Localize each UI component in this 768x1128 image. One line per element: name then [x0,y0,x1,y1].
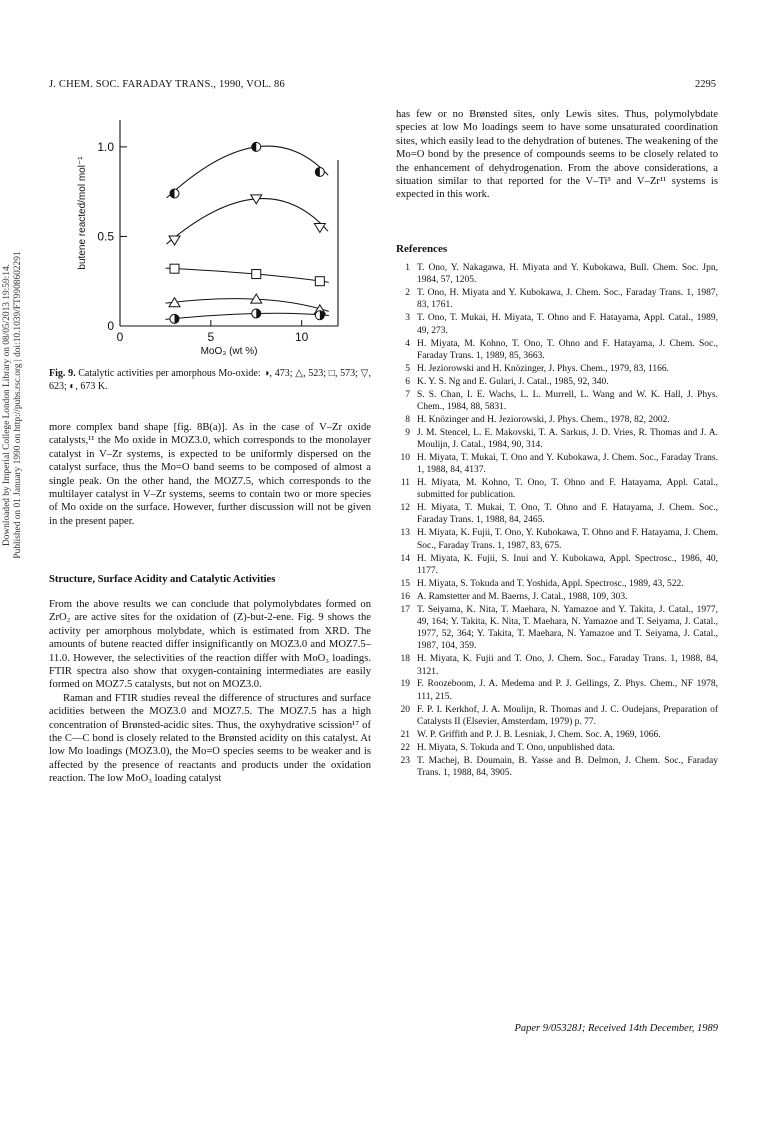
reference-item [396,729,718,741]
reference-number: 20 [400,704,410,715]
reference-item [396,376,718,388]
paragraph: Raman and FTIR studies reveal the difference of structures and surface acidities between the MOZ3.0 and MOZ7.5. The MOZ7.5 has a high concentration of Brønsted-acidic sites. Thus, the oxyhydrative scission¹⁷ of the C—C bond is closely related to the Brønsted acidity on this catalyst. At low Mo loadings (MOZ3.0), the Mo=O species seems to be weaker and is affected by the presence of reactants and products under the oxidation reaction. The low MoO₃ loading catalyst [49,692,371,785]
reference-text: W. P. Griffith and P. J. B. Lesniak, J. Chem. Soc. A, 1969, 1066. [417,729,661,740]
reference-text: H. Miyata, K. Fujii, T. Ono, Y. Kubokawa, T. Ohno and F. Hatayama, J. Chem. Soc., Faraday Trans. 1, 1987, 83, 675. [417,528,718,551]
reference-text: K. Y. S. Ng and E. Gulari, J. Catal., 1985, 92, 340. [417,376,609,387]
reference-number: 7 [405,389,410,400]
figure-caption [49,367,371,393]
reference-text: H. Miyata, M. Kohno, T. Ono, T. Ohno and F. Hatayama, Appl. Catal., submitted for publication. [417,477,718,501]
page-number: 2295 [695,79,716,90]
reference-text: H. Jeziorowski and H. Knözinger, J. Phys. Chem., 1979, 83, 1166. [417,363,670,374]
reference-item [396,678,718,703]
reference-number: 13 [400,528,410,539]
reference-number: 23 [400,755,410,766]
data-point-triangle-down [314,223,325,232]
download-notice [0,160,24,650]
reference-item [396,452,718,477]
section-heading: Structure, Surface Acidity and Catalytic Activities [49,574,276,585]
figure-9-chart [49,112,371,362]
reference-item [396,287,718,312]
reference-item [396,502,718,527]
references-heading: References [396,243,448,255]
reference-number: 12 [400,503,410,514]
reference-number: 15 [400,578,410,589]
reference-number: 14 [400,553,410,564]
reference-item [396,389,718,414]
reference-number: 22 [400,742,410,753]
reference-text: H. Miyata, K. Fujii and T. Ono, J. Chem. Soc., Faraday Trans. 1, 1988, 84, 3121. [417,654,718,677]
left-column-text [49,421,371,528]
reference-text: H. Knözinger and H. Jeziorowski, J. Phys. Chem., 1978, 82, 2002. [417,414,670,425]
reference-number: 21 [400,729,410,740]
reference-number: 4 [405,338,410,349]
reference-item [396,312,718,337]
data-point-square [315,277,324,286]
journal-citation: J. CHEM. SOC. FARADAY TRANS., 1990, VOL. 86 [49,79,285,90]
download-notice-line2: Published on 01 January 1990 on http://pubs.rsc.org | doi:10.1039/FT9908602291 [13,251,23,559]
figure-9 [49,112,371,362]
reference-text: F. Roozeboom, J. A. Medema and P. J. Gellings, Z. Phys. Chem., NF 1978, 111, 215. [417,679,718,702]
reference-item [396,477,718,502]
reference-item [396,578,718,590]
x-tick-label: 10 [294,330,309,344]
reference-number: 10 [400,452,410,463]
reference-item [396,527,718,552]
series-line-573-K [166,268,329,282]
reference-item [396,262,718,287]
y-tick-label: 0 [107,319,114,333]
reference-text: J. M. Stencel, L. E. Makovski, T. A. Sarkus, J. D. Vries, R. Thomas and J. A. Moulijn, J. Catal., 1984, 90, 314. [417,427,718,450]
reference-number: 9 [405,427,410,438]
y-tick-label: 1.0 [97,139,114,154]
reference-text: H. Miyata, M. Kohno, T. Ono, T. Ohno and F. Hatayama, J. Chem. Soc., Faraday Trans. 1, 1989, 85, 3663. [417,338,718,361]
series-line-673-K [167,146,329,198]
x-tick-label: 0 [116,330,124,344]
right-column-text [396,108,718,202]
figure-caption-text: Catalytic activities per amorphous Mo-oxide: ◑, 473; △, 523; □, 573; ▽, 623; ◐, 673 K. [49,368,371,392]
reference-list [396,262,718,780]
paragraph: more complex band shape [fig. 8B(a)]. As in the case of V–Zr oxide catalysts,¹¹ the Mo oxide in MOZ3.0, which corresponds to the monolayer catalyst in V–Zr systems, is expected to be uniformly dispersed on the catalyst surface, thus the Mo=O band seems to be composed of almost a single peak. On the other hand, the MOZ7.5, which corresponds to the multilayer catalyst in V–Zr systems, seems to contain two or more species of Mo oxide on the surface. However, further discussion will not be given in the present paper. [49,422,371,527]
reference-text: T. Ono, Y. Nakagawa, H. Miyata and Y. Kubokawa, Bull. Chem. Soc. Jpn, 1984, 57, 1205. [417,263,718,286]
reference-text: T. Machej, B. Doumain, B. Yasse and B. Delmon, J. Chem. Soc., Faraday Trans. 1, 1988, 84, 3905. [417,755,718,778]
reference-number: 18 [400,654,410,665]
reference-text: H. Miyata, S. Tokuda and T. Yoshida, Appl. Spectrosc., 1989, 43, 522. [417,578,684,589]
reference-item [396,742,718,754]
reference-text: H. Miyata, T. Mukai, T. Ono, T. Ohno and F. Hatayama, J. Chem. Soc., Faraday Trans. 1, 1988, 84, 2465. [417,503,718,526]
reference-item [396,591,718,603]
reference-text: T. Ono, H. Miyata and Y. Kubokawa, J. Chem. Soc., Faraday Trans. 1, 1987, 83, 1761. [417,288,718,311]
reference-number: 16 [400,591,410,602]
data-point-square [170,264,179,273]
reference-text: H. Miyata, S. Tokuda and T. Ono, unpublished data. [417,742,615,753]
section-body [49,598,371,786]
reference-item [396,414,718,426]
reference-text: H. Miyata, K. Fujii, S. Inui and Y. Kubokawa, Appl. Spectrosc., 1986, 40, 1177. [417,553,718,576]
series-line-473-K [166,313,329,319]
x-tick-label: 5 [207,330,215,344]
y-axis-label: butene reacted/mol mol⁻¹ [77,156,88,270]
reference-number: 8 [405,414,410,425]
figure-caption-label: Fig. 9. [49,368,76,379]
reference-number: 1 [405,263,410,273]
reference-item [396,604,718,653]
reference-number: 2 [405,288,410,299]
reference-number: 17 [400,604,410,615]
reference-item [396,363,718,375]
paragraph: has few or no Brønsted sites, only Lewis sites. Thus, polymolybdate species at low Mo loadings seem to have some unsaturated coordination sites, which easily lead to the dehydration of butenes. The weakening of the Mo=O bond by the presence of compounds seems to be closely related to the enhancement of dehydrogenation. From the above considerations, a situation similar to that reported for the V–Ti³ and V–Zr¹¹ systems is expected in this work. [396,109,718,201]
reference-text: S. S. Chan, I. E. Wachs, L. L. Murrell, L. Wang and W. K. Hall, J. Phys. Chem., 1984, 88, 5831. [417,389,718,412]
download-notice-line1: Downloaded by Imperial College London Library on 08/05/2013 19:59:14. [2,264,12,546]
series-line-523-K [166,299,329,312]
reference-number: 5 [405,363,410,374]
series-line-623-K [166,199,328,245]
reference-text: A. Ramstetter and M. Baerns, J. Catal., 1988, 109, 303. [417,591,628,602]
reference-text: F. P. I. Kerkhof, J. A. Moulijn, R. Thomas and J. C. Oudejans, Preparation of Catalysts II (Elsevier, Amsterdam, 1979) p. 77. [417,704,718,727]
reference-number: 3 [405,313,410,324]
reference-text: T. Seiyama, K. Nita, T. Maehara, N. Yamazoe and Y. Takita, J. Catal., 1977, 49, 164; Y. Takita, K. Nita, T. Maehara, N. Yamazoe and T. Seiyama, J. Catal., 1977, 52, 364; Y. Takita, T. Maehara, N. Yamazoe and T. Seiyama, J. Catal., 1987, 104, 359. [417,604,718,652]
reference-number: 11 [400,477,410,488]
paper-received-note: Paper 9/05328J; Received 14th December, 1989 [514,1023,718,1034]
reference-text: H. Miyata, T. Mukai, T. Ono and Y. Kubokawa, J. Chem. Soc., Faraday Trans. 1, 1988, 84, 4137. [417,452,718,476]
reference-item [396,755,718,780]
data-point-square [252,270,261,279]
reference-number: 19 [400,679,410,690]
reference-text: T. Ono, T. Mukai, H. Miyata, T. Ohno and F. Hatayama, Appl. Catal., 1989, 49, 273. [417,313,718,336]
paragraph: From the above results we can conclude that polymolybdates formed on ZrO₂ are active sites for the oxidation of (Z)-but-2-ene. Fig. 9 shows the activity per amorphous molybdate, which is estimated from XRD. The amounts of butene reacted differ insignificantly on MOZ3.0 and MOZ7.5–11.0. However, the selectivities of the reaction differ with MoO₃ loadings. FTIR spectra also show that oxygen-containing intermediates are easily formed on MOZ7.5 catalysts, but not on MOZ3.0. [49,599,371,691]
reference-item [396,338,718,363]
reference-item [396,427,718,452]
reference-item [396,704,718,729]
reference-item [396,553,718,578]
y-tick-label: 0.5 [97,229,114,244]
x-axis-label: MoO₃ (wt %) [200,346,258,357]
reference-number: 6 [405,376,410,387]
reference-item [396,653,718,678]
